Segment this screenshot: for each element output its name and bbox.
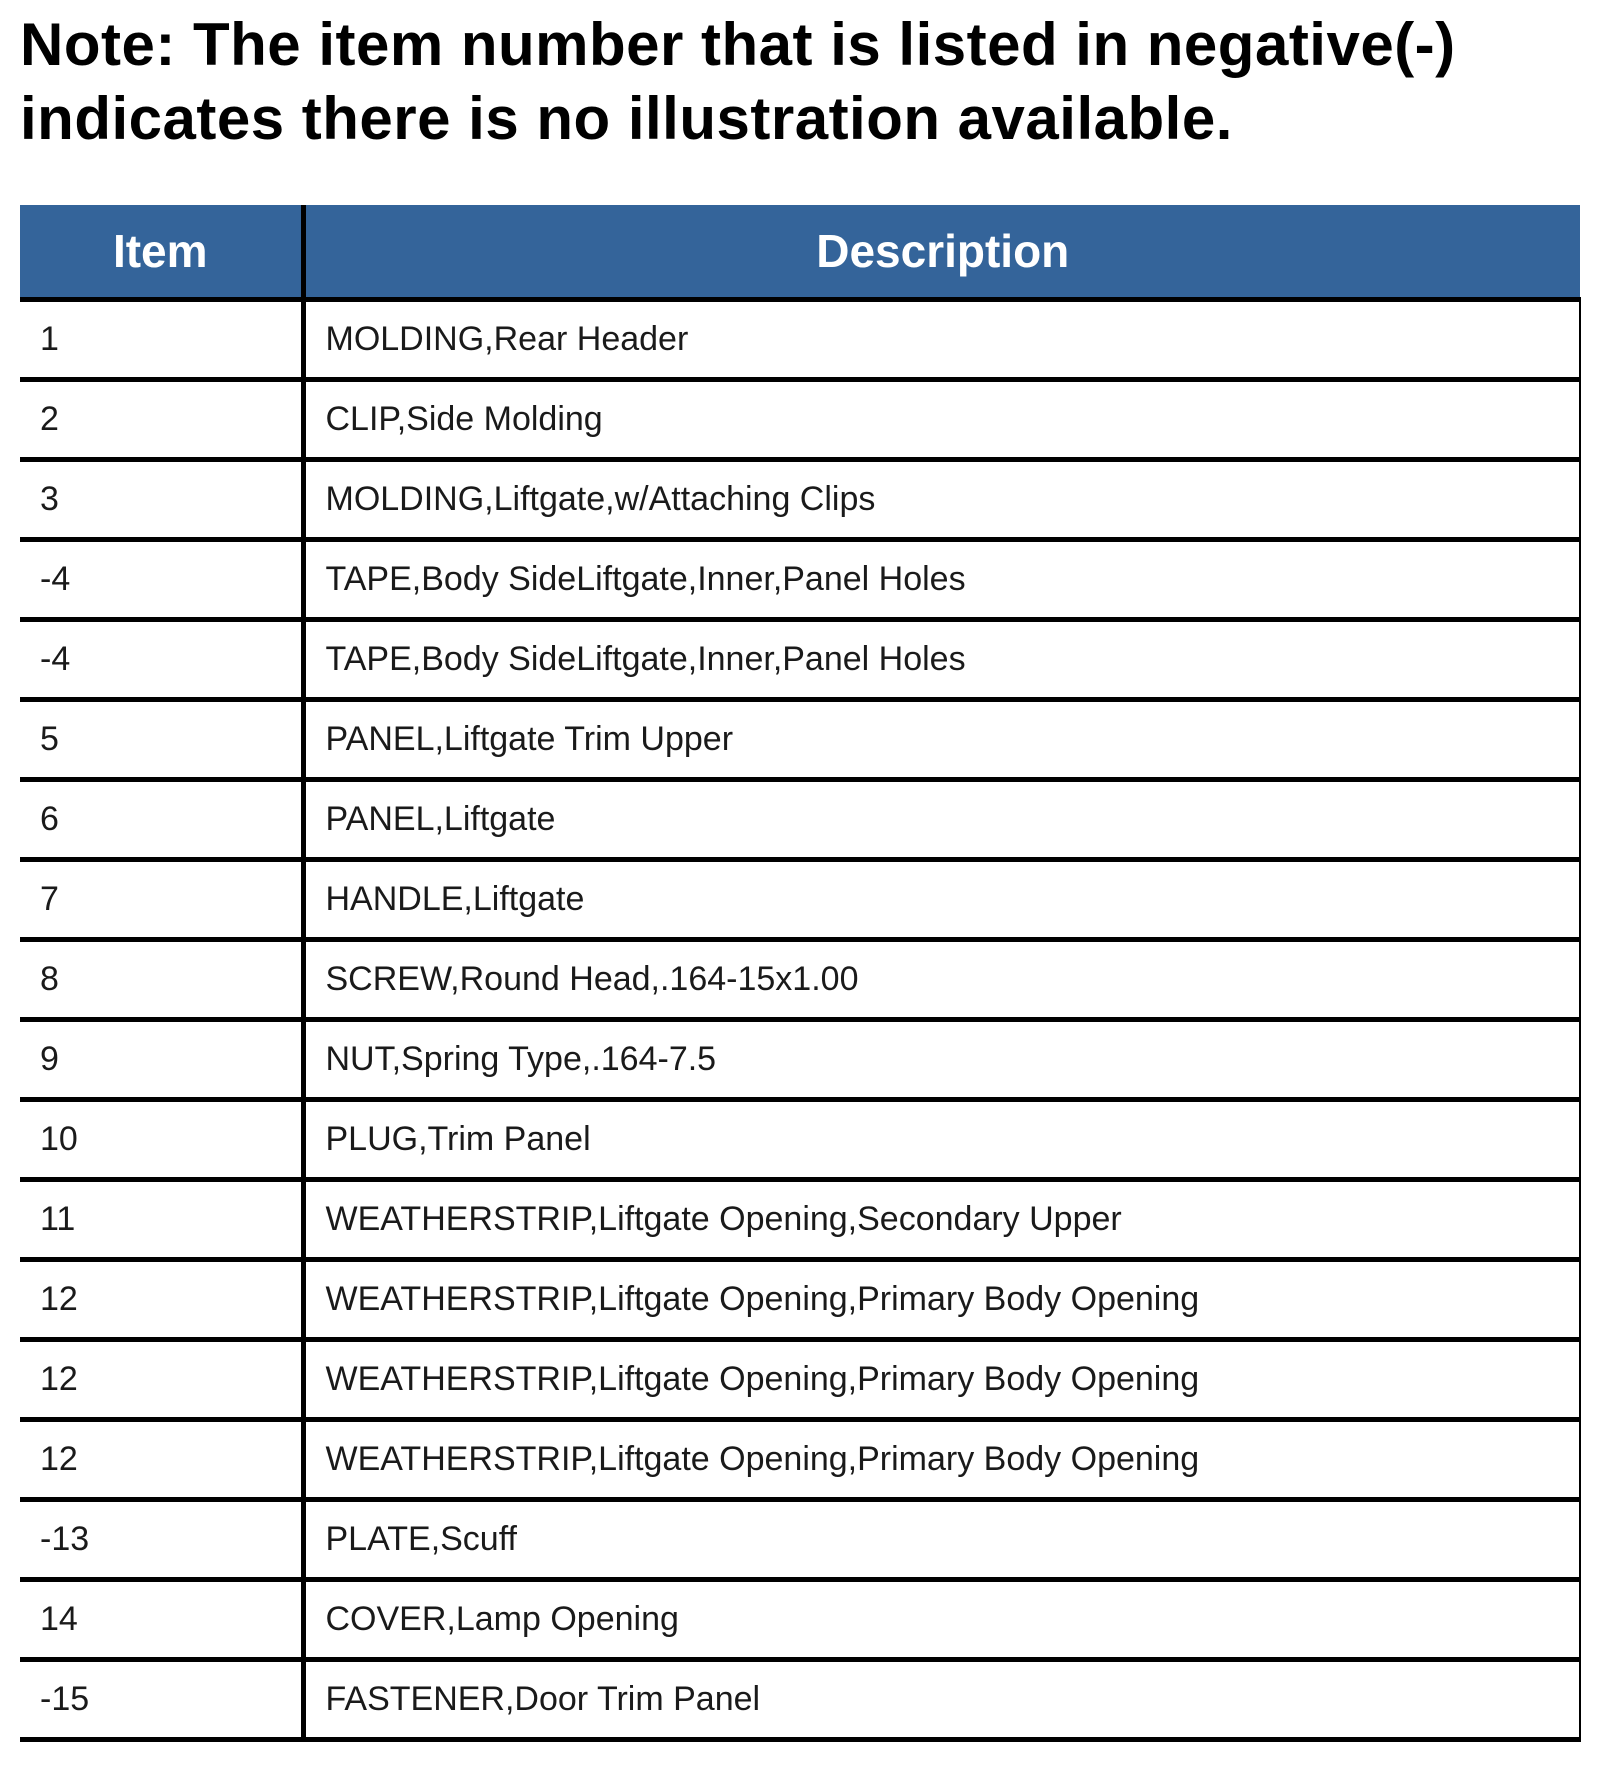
table-row	[20, 700, 1580, 780]
description-cell: PLATE,Scuff	[303, 1500, 1580, 1580]
table-row	[20, 860, 1580, 940]
item-number-cell: 8	[20, 940, 303, 1020]
item-number-cell: -15	[20, 1660, 303, 1740]
description-cell: MOLDING,Liftgate,w/Attaching Clips	[303, 460, 1580, 540]
description-cell: SCREW,Round Head,.164-15x1.00	[303, 940, 1580, 1020]
description-cell: FASTENER,Door Trim Panel	[303, 1660, 1580, 1740]
description-cell: PANEL,Liftgate	[303, 780, 1580, 860]
table-row	[20, 620, 1580, 700]
item-number-cell: 3	[20, 460, 303, 540]
parts-table	[20, 205, 1581, 1742]
item-number-cell: -13	[20, 1500, 303, 1580]
table-row	[20, 460, 1580, 540]
table-row	[20, 1260, 1580, 1340]
item-number-cell: -4	[20, 620, 303, 700]
item-number-cell: 10	[20, 1100, 303, 1180]
item-number-cell: 5	[20, 700, 303, 780]
table-row	[20, 540, 1580, 620]
item-number-cell: 1	[20, 300, 303, 380]
column-header-description: Description	[303, 205, 1580, 300]
item-number-cell: 12	[20, 1420, 303, 1500]
table-row	[20, 1020, 1580, 1100]
table-row	[20, 1420, 1580, 1500]
table-row	[20, 1340, 1580, 1420]
item-number-cell: 2	[20, 380, 303, 460]
item-number-cell: 7	[20, 860, 303, 940]
item-number-cell: 9	[20, 1020, 303, 1100]
item-number-cell: 12	[20, 1340, 303, 1420]
item-number-cell: 14	[20, 1580, 303, 1660]
description-cell: PLUG,Trim Panel	[303, 1100, 1580, 1180]
item-number-cell: 6	[20, 780, 303, 860]
item-number-cell: -4	[20, 540, 303, 620]
column-header-item: Item	[20, 205, 303, 300]
description-cell: HANDLE,Liftgate	[303, 860, 1580, 940]
item-number-cell: 11	[20, 1180, 303, 1260]
description-cell: TAPE,Body SideLiftgate,Inner,Panel Holes	[303, 540, 1580, 620]
table-header	[20, 205, 1580, 300]
description-cell: TAPE,Body SideLiftgate,Inner,Panel Holes	[303, 620, 1580, 700]
table-row	[20, 1660, 1580, 1740]
table-row	[20, 780, 1580, 860]
description-cell: CLIP,Side Molding	[303, 380, 1580, 460]
header-row	[20, 205, 1580, 300]
table-row	[20, 1100, 1580, 1180]
table-row	[20, 380, 1580, 460]
table-row	[20, 1180, 1580, 1260]
description-cell: NUT,Spring Type,.164-7.5	[303, 1020, 1580, 1100]
description-cell: WEATHERSTRIP,Liftgate Opening,Primary Body Opening	[303, 1420, 1580, 1500]
description-cell: MOLDING,Rear Header	[303, 300, 1580, 380]
table-row	[20, 1580, 1580, 1660]
note-heading: Note: The item number that is listed in negative(-) indicates there is no illustration available.	[20, 11, 1456, 152]
description-cell: WEATHERSTRIP,Liftgate Opening,Primary Body Opening	[303, 1340, 1580, 1420]
table-row	[20, 1500, 1580, 1580]
item-number-cell: 12	[20, 1260, 303, 1340]
description-cell: WEATHERSTRIP,Liftgate Opening,Secondary Upper	[303, 1180, 1580, 1260]
table-row	[20, 300, 1580, 380]
table-row	[20, 940, 1580, 1020]
description-cell: WEATHERSTRIP,Liftgate Opening,Primary Body Opening	[303, 1260, 1580, 1340]
table-body	[20, 300, 1580, 1740]
description-cell: COVER,Lamp Opening	[303, 1580, 1580, 1660]
description-cell: PANEL,Liftgate Trim Upper	[303, 700, 1580, 780]
